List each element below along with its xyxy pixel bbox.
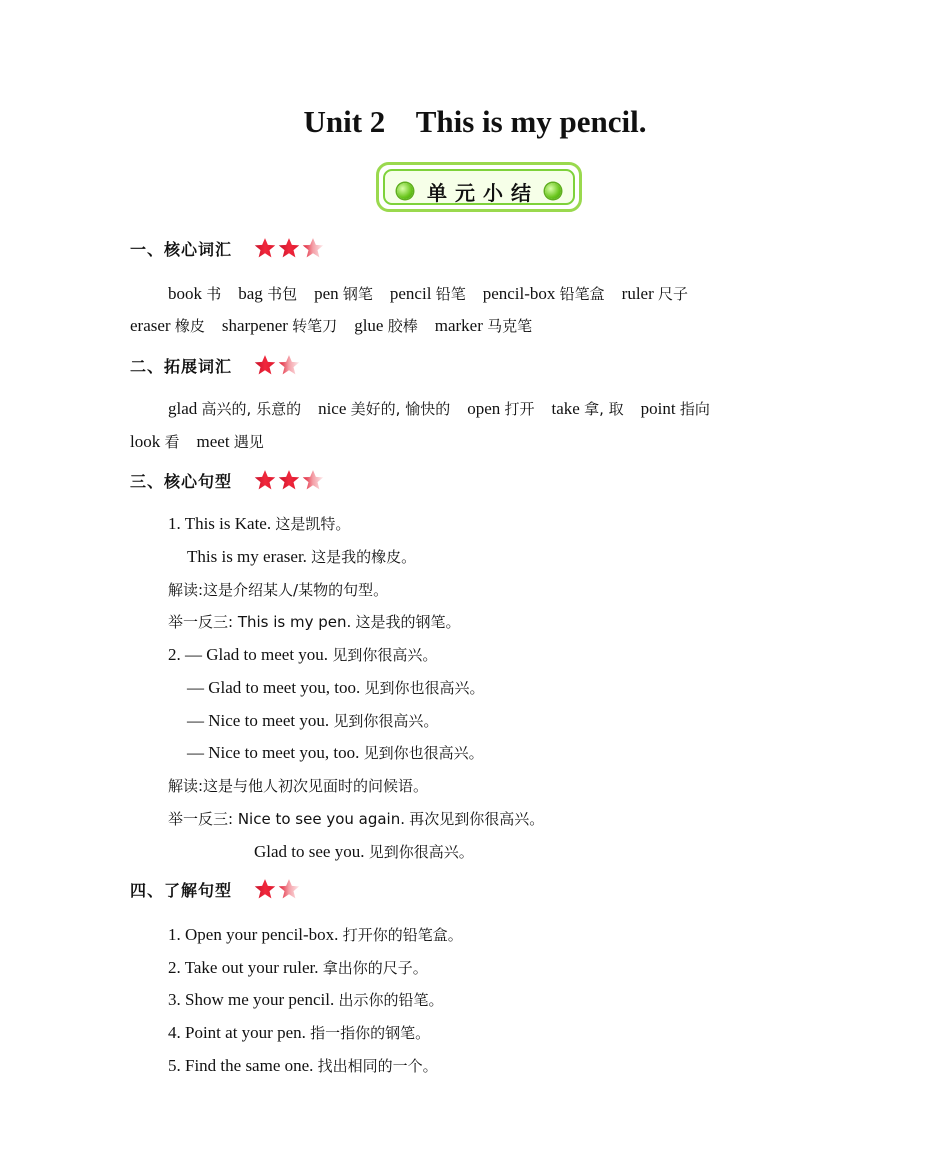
sentence-chinese: 这是我的橡皮。 bbox=[311, 548, 417, 566]
section-heading-text: 一、核心词汇 bbox=[130, 239, 233, 259]
vocab-chinese: 转笔刀 bbox=[292, 317, 338, 335]
unit-summary-badge bbox=[376, 162, 582, 212]
star-icon bbox=[254, 878, 276, 900]
green-dot-icon bbox=[545, 183, 561, 199]
vocab-chinese: 胶棒 bbox=[387, 317, 418, 335]
vocab-english: ruler bbox=[621, 284, 654, 303]
vocab-english: pencil-box bbox=[482, 284, 556, 303]
vocab-chinese: 看 bbox=[164, 433, 180, 451]
sentence-english: 1. This is Kate. bbox=[168, 514, 272, 533]
sentence-chinese: 见到你很高兴。 bbox=[333, 712, 439, 730]
sentence-line bbox=[168, 957, 428, 979]
star-icon bbox=[254, 237, 276, 259]
sentence-english: — Nice to meet you. bbox=[187, 711, 330, 730]
section-heading-other-sentences bbox=[130, 876, 300, 902]
sentence-line bbox=[168, 644, 437, 666]
badge-inner-frame bbox=[383, 169, 575, 205]
vocab-chinese: 美好的, 愉快的 bbox=[350, 400, 451, 418]
sentence-line bbox=[187, 710, 438, 732]
page-title: Unit 2 This is my pencil. bbox=[303, 104, 647, 139]
section-heading-text: 二、拓展词汇 bbox=[130, 356, 233, 376]
sentence-chinese: 出示你的铅笔。 bbox=[338, 991, 444, 1009]
sentence-chinese: 拿出你的尺子。 bbox=[322, 959, 428, 977]
star-icon bbox=[254, 354, 276, 376]
vocab-chinese: 遇见 bbox=[233, 433, 264, 451]
section-heading-core-vocab bbox=[130, 235, 324, 261]
vocab-chinese: 书包 bbox=[267, 285, 298, 303]
section-heading-text: 四、了解句型 bbox=[130, 880, 233, 900]
sentence-chinese: 指一指你的钢笔。 bbox=[310, 1024, 431, 1042]
sentence-english: — Nice to meet you, too. bbox=[187, 743, 360, 762]
section-heading-core-sentences bbox=[130, 467, 324, 493]
sentence-english: 2. — Glad to meet you. bbox=[168, 645, 329, 664]
vocab-english: pen bbox=[314, 284, 339, 303]
sentence-chinese: 见到你很高兴。 bbox=[368, 843, 474, 861]
sentence-english: 解读:这是与他人初次见面时的问候语。 bbox=[168, 777, 429, 795]
half-star-icon bbox=[278, 878, 300, 900]
vocab-english: nice bbox=[318, 399, 347, 418]
vocab-english: book bbox=[168, 284, 202, 303]
badge-label: 单元小结 bbox=[427, 181, 539, 205]
vocab-english: point bbox=[640, 399, 676, 418]
vocab-chinese: 铅笔 bbox=[435, 285, 466, 303]
half-star-icon bbox=[302, 237, 324, 259]
sentence-line bbox=[187, 677, 485, 699]
sentence-chinese: 见到你也很高兴。 bbox=[364, 679, 485, 697]
star-icon bbox=[278, 469, 300, 491]
sentence-line bbox=[168, 989, 443, 1011]
star-rating bbox=[254, 354, 300, 376]
sentence-line bbox=[168, 1022, 430, 1044]
vocab-english: open bbox=[467, 399, 501, 418]
section-heading-ext-vocab bbox=[130, 352, 300, 378]
vocab-chinese: 打开 bbox=[504, 400, 535, 418]
vocab-chinese: 铅笔盒 bbox=[559, 285, 605, 303]
star-icon bbox=[254, 469, 276, 491]
half-star-icon bbox=[278, 354, 300, 376]
sentence-english: 解读:这是介绍某人/某物的句型。 bbox=[168, 581, 389, 599]
vocab-chinese: 橡皮 bbox=[174, 317, 205, 335]
sentence-line bbox=[168, 808, 544, 830]
core-vocab-line-2 bbox=[130, 315, 532, 337]
half-star-icon bbox=[302, 469, 324, 491]
star-icon bbox=[278, 237, 300, 259]
vocab-english: meet bbox=[196, 432, 230, 451]
sentence-english: 4. Point at your pen. bbox=[168, 1023, 306, 1042]
sentence-english: 1. Open your pencil-box. bbox=[168, 925, 339, 944]
vocab-english: glad bbox=[168, 399, 198, 418]
sentence-english: 3. Show me your pencil. bbox=[168, 990, 335, 1009]
core-vocab-line-1 bbox=[168, 283, 688, 305]
vocab-english: bag bbox=[238, 284, 263, 303]
sentence-english: 举一反三: Nice to see you again. bbox=[168, 810, 405, 828]
vocab-english: pencil bbox=[389, 284, 432, 303]
sentence-chinese: 再次见到你很高兴。 bbox=[409, 810, 545, 828]
vocab-english: look bbox=[130, 432, 161, 451]
sentence-chinese: 找出相同的一个。 bbox=[317, 1057, 438, 1075]
sentence-english: — Glad to meet you, too. bbox=[187, 678, 361, 697]
vocab-english: glue bbox=[354, 316, 384, 335]
ext-vocab-line-2 bbox=[130, 431, 264, 453]
sentence-chinese: 打开你的铅笔盒。 bbox=[342, 926, 463, 944]
sentence-line bbox=[168, 611, 461, 633]
explanation-line bbox=[168, 775, 428, 797]
explanation-line bbox=[168, 579, 388, 601]
sentence-english: 举一反三: This is my pen. bbox=[168, 613, 352, 631]
vocab-chinese: 马克笔 bbox=[487, 317, 533, 335]
sentence-line bbox=[187, 546, 416, 568]
sentence-line bbox=[254, 841, 474, 863]
ext-vocab-line-1 bbox=[168, 398, 710, 420]
star-rating bbox=[254, 469, 324, 491]
vocab-chinese: 钢笔 bbox=[342, 285, 373, 303]
sentence-chinese: 这是我的钢笔。 bbox=[355, 613, 461, 631]
vocab-english: eraser bbox=[130, 316, 171, 335]
sentence-line bbox=[168, 1055, 438, 1077]
sentence-chinese: 见到你很高兴。 bbox=[332, 646, 438, 664]
sentence-english: Glad to see you. bbox=[254, 842, 365, 861]
vocab-chinese: 书 bbox=[206, 285, 222, 303]
sentence-english: 5. Find the same one. bbox=[168, 1056, 314, 1075]
vocab-chinese: 指向 bbox=[679, 400, 710, 418]
vocab-chinese: 尺子 bbox=[658, 285, 689, 303]
sentence-english: This is my eraser. bbox=[187, 547, 307, 566]
sentence-line bbox=[168, 513, 350, 535]
sentence-chinese: 见到你也很高兴。 bbox=[363, 744, 484, 762]
vocab-chinese: 高兴的, 乐意的 bbox=[201, 400, 302, 418]
vocab-english: marker bbox=[434, 316, 483, 335]
sentence-line bbox=[187, 742, 484, 764]
sentence-line bbox=[168, 924, 463, 946]
star-rating bbox=[254, 237, 324, 259]
star-rating bbox=[254, 878, 300, 900]
sentence-english: 2. Take out your ruler. bbox=[168, 958, 319, 977]
vocab-chinese: 拿, 取 bbox=[584, 400, 624, 418]
section-heading-text: 三、核心句型 bbox=[130, 471, 233, 491]
sentence-chinese: 这是凯特。 bbox=[275, 515, 351, 533]
vocab-english: sharpener bbox=[221, 316, 288, 335]
vocab-english: take bbox=[551, 399, 580, 418]
